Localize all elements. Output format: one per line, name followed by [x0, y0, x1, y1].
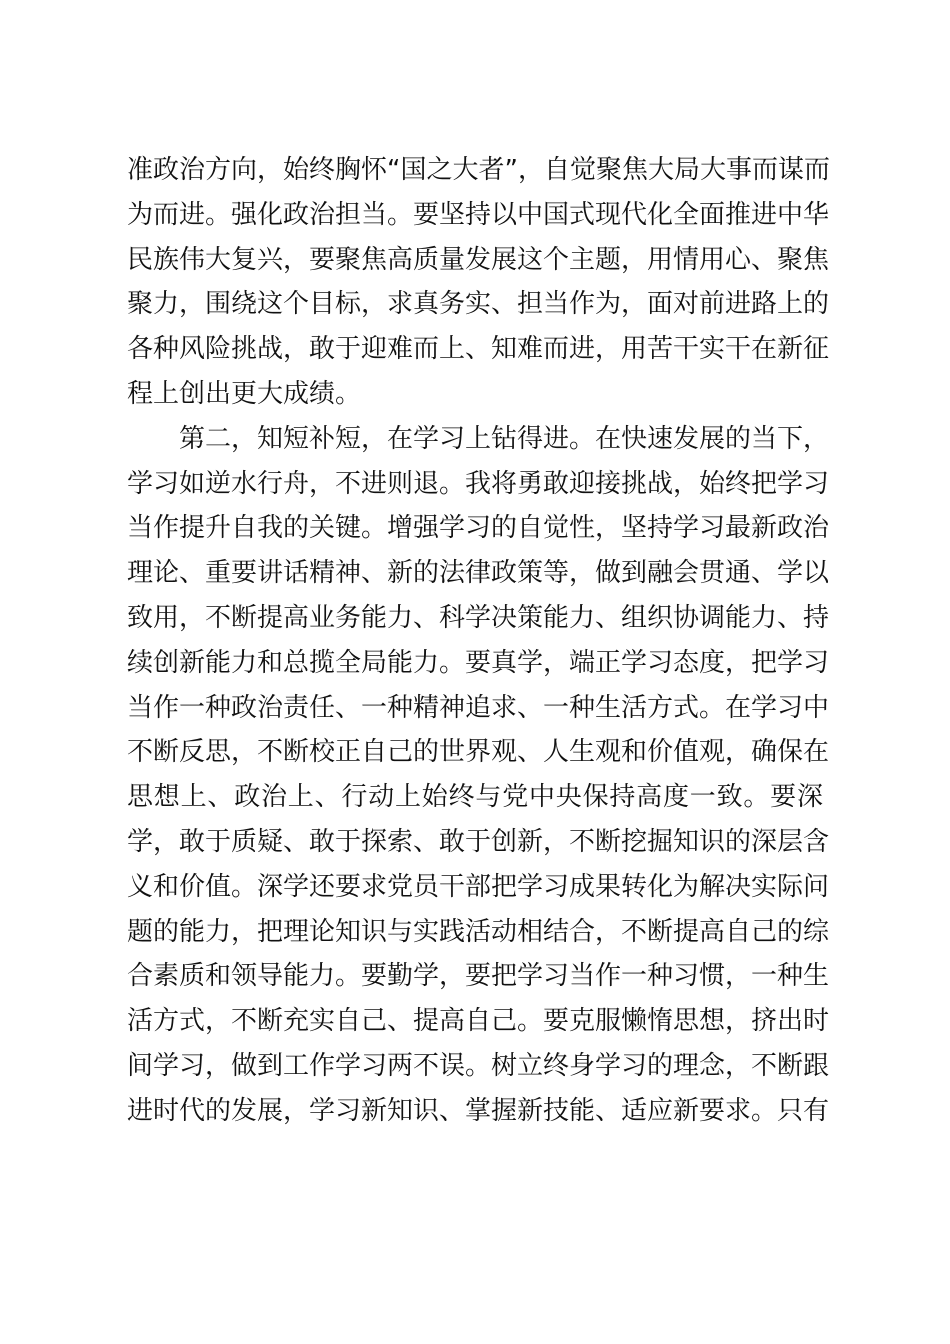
text-line: 思想上、政治上、行动上始终与党中央保持高度一致。要深 [127, 782, 823, 813]
text-line: 第二，知短补短，在学习上钻得进。在快速发展的当下， [179, 423, 830, 454]
text-line: 义和价值。深学还要求党员干部把学习成果转化为解决实际问 [127, 871, 830, 902]
text-line: 活方式，不断充实自己、提高自己。要克服懒惰思想，挤出时 [127, 1006, 830, 1037]
text-line: 合素质和领导能力。要勤学，要把学习当作一种习惯，一种生 [127, 961, 830, 992]
text-line: 准政治方向，始终胸怀“国之大者”，自觉聚焦大局大事而谋而 [127, 155, 830, 185]
paragraph-2 [127, 417, 830, 1134]
text-line: 学，敢于质疑、敢于探索、敢于创新，不断挖掘知识的深层含 [127, 826, 830, 857]
text-line: 题的能力，把理论知识与实践活动相结合，不断提高自己的综 [127, 916, 830, 947]
text-line: 进时代的发展，学习新知识、掌握新技能、适应新要求。只有 [127, 1095, 830, 1126]
text-line: 理论、重要讲话精神、新的法律政策等，做到融会贯通、学以 [127, 558, 830, 589]
paragraph-1 [127, 148, 830, 417]
text-line: 为而进。强化政治担当。要坚持以中国式现代化全面推进中华 [127, 199, 830, 230]
text-line: 不断反思，不断校正自己的世界观、人生观和价值观，确保在 [127, 737, 830, 768]
text-line: 民族伟大复兴，要聚焦高质量发展这个主题，用情用心、聚焦 [127, 244, 830, 275]
text-line: 学习如逆水行舟，不进则退。我将勇敢迎接挑战，始终把学习 [127, 468, 830, 499]
text-line: 致用，不断提高业务能力、科学决策能力、组织协调能力、持 [127, 602, 830, 633]
text-line: 各种风险挑战，敢于迎难而上、知难而进，用苦干实干在新征 [127, 334, 830, 365]
text-line: 程上创出更大成绩。 [127, 378, 362, 409]
text-line: 续创新能力和总揽全局能力。要真学，端正学习态度，把学习 [127, 647, 830, 678]
body-text [127, 148, 830, 1134]
text-line: 当作提升自我的关键。增强学习的自觉性，坚持学习最新政治 [127, 513, 830, 544]
text-line: 聚力，围绕这个目标，求真务实、担当作为，面对前进路上的 [127, 289, 830, 320]
text-line: 间学习，做到工作学习两不误。树立终身学习的理念，不断跟 [127, 1050, 830, 1081]
text-line: 当作一种政治责任、一种精神追求、一种生活方式。在学习中 [127, 692, 830, 723]
